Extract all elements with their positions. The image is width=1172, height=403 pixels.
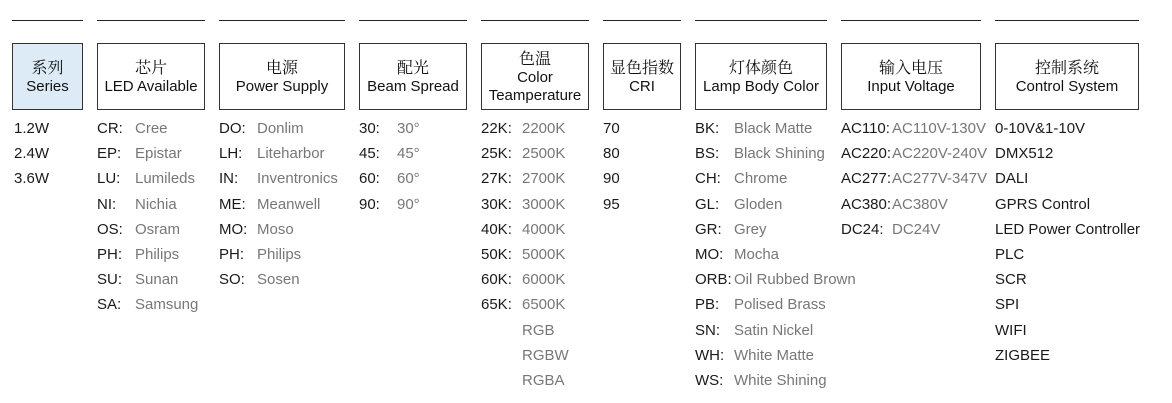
column-top-rule — [219, 20, 345, 21]
option-row — [97, 245, 198, 270]
header-english-label: Lamp Body Color — [703, 78, 819, 95]
option-value: Inventronics — [257, 170, 338, 188]
option-row — [995, 119, 1140, 144]
option-code: GPRS Control — [995, 195, 1091, 213]
option-value: 6000K — [522, 271, 566, 289]
option-code: SO: — [219, 271, 245, 289]
option-value: Moso — [257, 220, 294, 238]
option-code: 25K: — [481, 145, 512, 163]
option-code: WIFI — [995, 321, 1027, 339]
column-header — [603, 43, 681, 110]
option-value: Oil Rubbed Brown — [734, 271, 856, 289]
option-code: 30K: — [481, 195, 512, 213]
header-english-label: LED Available — [104, 78, 198, 95]
option-row — [603, 195, 620, 220]
option-row — [841, 169, 987, 194]
header-chinese-label: 控制系统 — [1034, 58, 1099, 77]
option-row — [995, 321, 1140, 346]
option-list — [481, 119, 569, 396]
option-code: DO: — [219, 120, 246, 137]
column-top-rule — [97, 20, 205, 21]
option-code: PH: — [97, 245, 123, 263]
option-value: Grey — [734, 220, 767, 238]
option-code: SN: — [695, 321, 721, 339]
option-code: 45: — [359, 145, 380, 163]
option-code: WH: — [695, 346, 725, 364]
header-english-label: CRI — [629, 78, 655, 95]
option-row — [481, 169, 569, 194]
option-code: WS: — [695, 371, 724, 389]
option-row — [995, 346, 1140, 371]
option-code: 0-10V&1-10V — [995, 120, 1086, 137]
option-value: 95 — [603, 195, 620, 213]
option-row — [359, 169, 420, 194]
option-row — [359, 119, 420, 144]
option-row — [219, 169, 338, 194]
option-code: CR: — [97, 120, 123, 137]
option-value: Philips — [135, 245, 180, 263]
option-list — [603, 119, 620, 220]
column-header — [995, 43, 1139, 110]
option-code: ME: — [219, 195, 246, 213]
option-value: Meanwell — [257, 195, 321, 213]
option-value: Satin Nickel — [734, 321, 814, 339]
option-row — [695, 245, 856, 270]
option-value: 6500K — [522, 296, 566, 314]
option-value: Chrome — [734, 170, 788, 188]
option-row — [995, 144, 1140, 169]
option-row — [695, 321, 856, 346]
option-row — [603, 144, 620, 169]
header-chinese-label: 电源 — [265, 58, 298, 77]
column-header — [481, 43, 589, 110]
option-row — [995, 195, 1140, 220]
header-chinese-label: 输入电压 — [878, 58, 943, 77]
header-english-label-line2: Teamperature — [488, 87, 582, 104]
column-header — [219, 43, 345, 110]
option-row — [219, 270, 338, 295]
option-value: Black Matte — [734, 120, 813, 137]
option-row — [995, 270, 1140, 295]
option-row — [219, 220, 338, 245]
option-value: RGBA — [522, 371, 565, 389]
option-code: 22K: — [481, 120, 512, 137]
option-value: Black Shining — [734, 145, 825, 163]
option-value: Lumileds — [135, 170, 196, 188]
column-top-rule — [695, 20, 827, 21]
option-code: PH: — [219, 245, 245, 263]
option-value: Donlim — [257, 120, 304, 137]
option-value: Osram — [135, 220, 180, 238]
option-list — [995, 119, 1140, 371]
option-row — [695, 169, 856, 194]
option-value: 2500K — [522, 145, 566, 163]
option-row — [219, 144, 338, 169]
option-row — [841, 144, 987, 169]
option-value: 45° — [397, 145, 420, 163]
option-value: Samsung — [135, 296, 199, 314]
option-code: MO: — [219, 220, 248, 238]
column-header — [359, 43, 467, 110]
option-row — [481, 270, 569, 295]
option-value: Liteharbor — [257, 145, 325, 163]
option-value: 4000K — [522, 220, 566, 238]
option-row — [603, 119, 620, 144]
header-chinese-label: 灯体颜色 — [728, 58, 793, 77]
option-row — [97, 270, 198, 295]
option-row — [97, 144, 198, 169]
option-value: 2700K — [522, 170, 566, 188]
option-code: 27K: — [481, 170, 512, 188]
option-row — [481, 321, 569, 346]
option-row — [97, 295, 198, 320]
column-top-rule — [603, 20, 681, 21]
header-english-label: Input Voltage — [867, 78, 955, 95]
option-list — [695, 119, 856, 396]
header-chinese-label: 显色指数 — [609, 58, 674, 77]
option-code: SA: — [97, 296, 122, 314]
option-row — [219, 195, 338, 220]
option-code: MO: — [695, 245, 724, 263]
column-header — [841, 43, 981, 110]
header-chinese-label: 芯片 — [134, 58, 167, 77]
option-value: 3.6W — [14, 170, 50, 188]
option-code: GR: — [695, 220, 722, 238]
option-value: Epistar — [135, 145, 182, 163]
column-top-rule — [359, 20, 467, 21]
option-code: 30: — [359, 120, 380, 137]
option-row — [481, 195, 569, 220]
header-chinese-label: 色温 — [518, 49, 551, 68]
option-code: AC220: — [841, 145, 892, 163]
option-code: DALI — [995, 170, 1029, 188]
option-code: AC277: — [841, 170, 892, 188]
option-code: EP: — [97, 145, 122, 163]
option-row — [841, 220, 987, 245]
option-code: BK: — [695, 120, 720, 137]
option-row — [14, 144, 49, 169]
header-english-label: Beam Spread — [367, 78, 459, 95]
option-row — [695, 119, 856, 144]
option-row — [481, 295, 569, 320]
option-list — [359, 119, 420, 220]
column-top-rule — [995, 20, 1139, 21]
option-row — [359, 195, 420, 220]
option-row — [695, 346, 856, 371]
option-row — [995, 295, 1140, 320]
option-row — [481, 119, 569, 144]
option-value: Nichia — [135, 195, 177, 213]
option-row — [481, 371, 569, 396]
option-code: CH: — [695, 170, 721, 188]
column-top-rule — [481, 20, 589, 21]
option-code: 60K: — [481, 271, 512, 289]
option-value: AC110V-130V — [892, 120, 986, 137]
option-value: White Matte — [734, 346, 815, 364]
option-value: RGBW — [522, 346, 569, 364]
option-row — [695, 144, 856, 169]
option-row — [481, 245, 569, 270]
column-header — [695, 43, 827, 110]
option-code: AC110: — [841, 120, 890, 137]
option-value: DC24V — [892, 220, 941, 238]
option-value: Sunan — [135, 271, 179, 289]
option-value: Mocha — [734, 245, 780, 263]
option-value: RGB — [522, 321, 555, 339]
option-list — [841, 119, 987, 245]
option-code: IN: — [219, 170, 239, 188]
option-code: ORB: — [695, 271, 732, 289]
header-english-label: Series — [26, 78, 69, 95]
option-row — [695, 195, 856, 220]
option-row — [97, 169, 198, 194]
option-code: PLC — [995, 245, 1025, 263]
option-list — [219, 119, 338, 295]
option-row — [481, 346, 569, 371]
column-top-rule — [841, 20, 981, 21]
option-value: 60° — [397, 170, 420, 188]
option-value: 2200K — [522, 120, 566, 137]
option-row — [995, 220, 1140, 245]
header-chinese-label: 系列 — [31, 58, 64, 77]
option-value: AC380V — [892, 195, 948, 213]
option-row — [841, 195, 987, 220]
option-row — [97, 195, 198, 220]
option-row — [695, 220, 856, 245]
option-code: 60: — [359, 170, 380, 188]
option-row — [481, 220, 569, 245]
option-row — [14, 119, 49, 144]
option-row — [219, 119, 338, 144]
header-english-label: Control System — [1015, 78, 1119, 95]
option-value: Sosen — [257, 271, 300, 289]
option-row — [481, 144, 569, 169]
header-english-label: Color — [517, 69, 553, 86]
option-code: SU: — [97, 271, 123, 289]
option-code: NI: — [97, 195, 117, 213]
option-value: 70 — [603, 120, 620, 137]
option-row — [995, 169, 1140, 194]
option-code: LH: — [219, 145, 243, 163]
option-code: GL: — [695, 195, 720, 213]
option-code: SCR — [995, 271, 1027, 289]
option-value: AC277V-347V — [892, 170, 988, 188]
option-code: DC24: — [841, 220, 884, 238]
option-value: Philips — [257, 245, 302, 263]
option-code: AC380: — [841, 195, 892, 213]
column-top-rule — [12, 20, 83, 21]
option-code: 50K: — [481, 245, 512, 263]
option-code: OS: — [97, 220, 123, 238]
option-value: 90 — [603, 170, 620, 188]
option-row — [695, 371, 856, 396]
option-value: 90° — [397, 195, 420, 213]
option-code: 65K: — [481, 296, 512, 314]
option-value: 1.2W — [14, 120, 50, 137]
column-header — [12, 43, 83, 110]
option-list — [14, 119, 49, 195]
option-row — [359, 144, 420, 169]
option-value: Gloden — [734, 195, 783, 213]
option-code: SPI — [995, 296, 1020, 314]
option-value: 2.4W — [14, 145, 50, 163]
header-chinese-label: 配光 — [396, 58, 429, 77]
option-code: ZIGBEE — [995, 346, 1051, 364]
option-row — [841, 119, 987, 144]
option-row — [695, 270, 856, 295]
header-english-label: Power Supply — [235, 78, 329, 95]
option-row — [995, 245, 1140, 270]
option-code: 40K: — [481, 220, 512, 238]
option-code: DMX512 — [995, 145, 1054, 163]
option-code: LED Power Controller — [995, 220, 1141, 238]
option-value: Cree — [135, 120, 168, 137]
option-row — [219, 245, 338, 270]
option-code: BS: — [695, 145, 720, 163]
column-header — [97, 43, 205, 110]
option-list — [97, 119, 198, 321]
option-row — [695, 295, 856, 320]
option-code: LU: — [97, 170, 121, 188]
option-value: AC220V-240V — [892, 145, 988, 163]
option-value: 80 — [603, 145, 620, 163]
option-code: 90: — [359, 195, 380, 213]
option-value: 5000K — [522, 245, 566, 263]
option-value: 30° — [397, 120, 420, 137]
option-row — [97, 119, 198, 144]
option-row — [14, 169, 49, 194]
option-value: Polised Brass — [734, 296, 826, 314]
option-code: PB: — [695, 296, 720, 314]
option-row — [97, 220, 198, 245]
option-value: White Shining — [734, 371, 827, 389]
option-value: 3000K — [522, 195, 566, 213]
option-row — [603, 169, 620, 194]
